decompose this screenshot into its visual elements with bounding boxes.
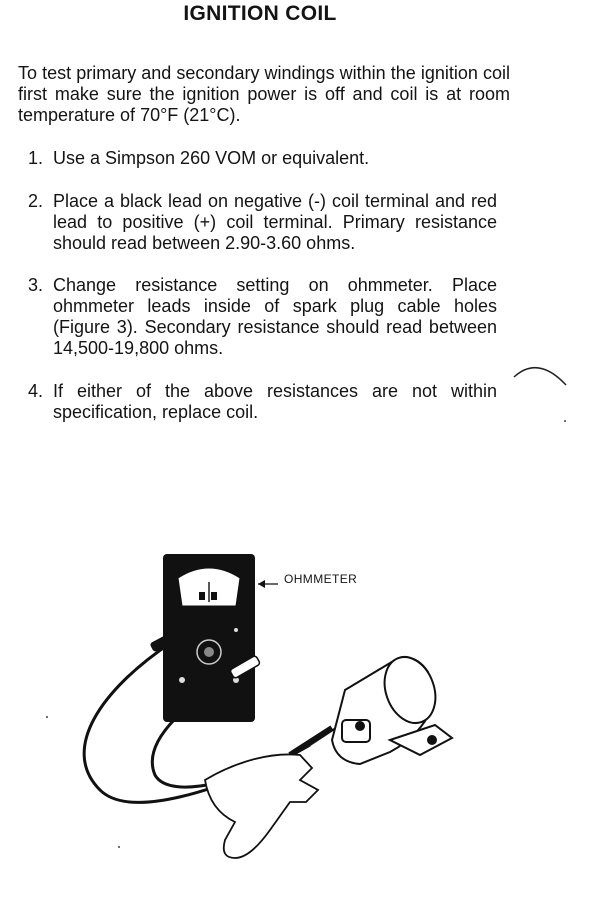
step-text: Change resistance setting on ohmmeter. Place ohmmeter leads inside of spark plug cable holes (Figure 3). Secondary resistance should read between 14,500-19,800 ohms. — [53, 275, 497, 358]
step-text: Place a black lead on negative (-) coil terminal and red lead to positive (+) coil terminal. Primary resistance should read between 2.90-3.60 ohms. — [53, 191, 497, 253]
ohmmeter-label: OHMMETER — [284, 572, 358, 586]
scan-mark-arc — [508, 355, 578, 395]
step-number: 4. — [28, 381, 44, 401]
step-number: 3. — [28, 275, 44, 295]
ignition-coil-icon — [332, 650, 452, 764]
step-number: 2. — [28, 191, 44, 211]
page-title: IGNITION COIL — [183, 2, 337, 25]
scan-speck — [564, 420, 566, 422]
step-number: 1. — [28, 148, 44, 168]
scan-speck — [46, 716, 48, 718]
intro-paragraph: To test primary and secondary windings within the ignition coil first make sure the ignition power is off and coil is at room temperature of 70°F (21°C). — [18, 63, 510, 125]
ohmmeter-test-illustration — [60, 540, 460, 870]
hand-icon — [205, 754, 318, 858]
step-text: If either of the above resistances are not within specification, replace coil. — [53, 381, 497, 422]
step-text: Use a Simpson 260 VOM or equivalent. — [53, 148, 370, 168]
